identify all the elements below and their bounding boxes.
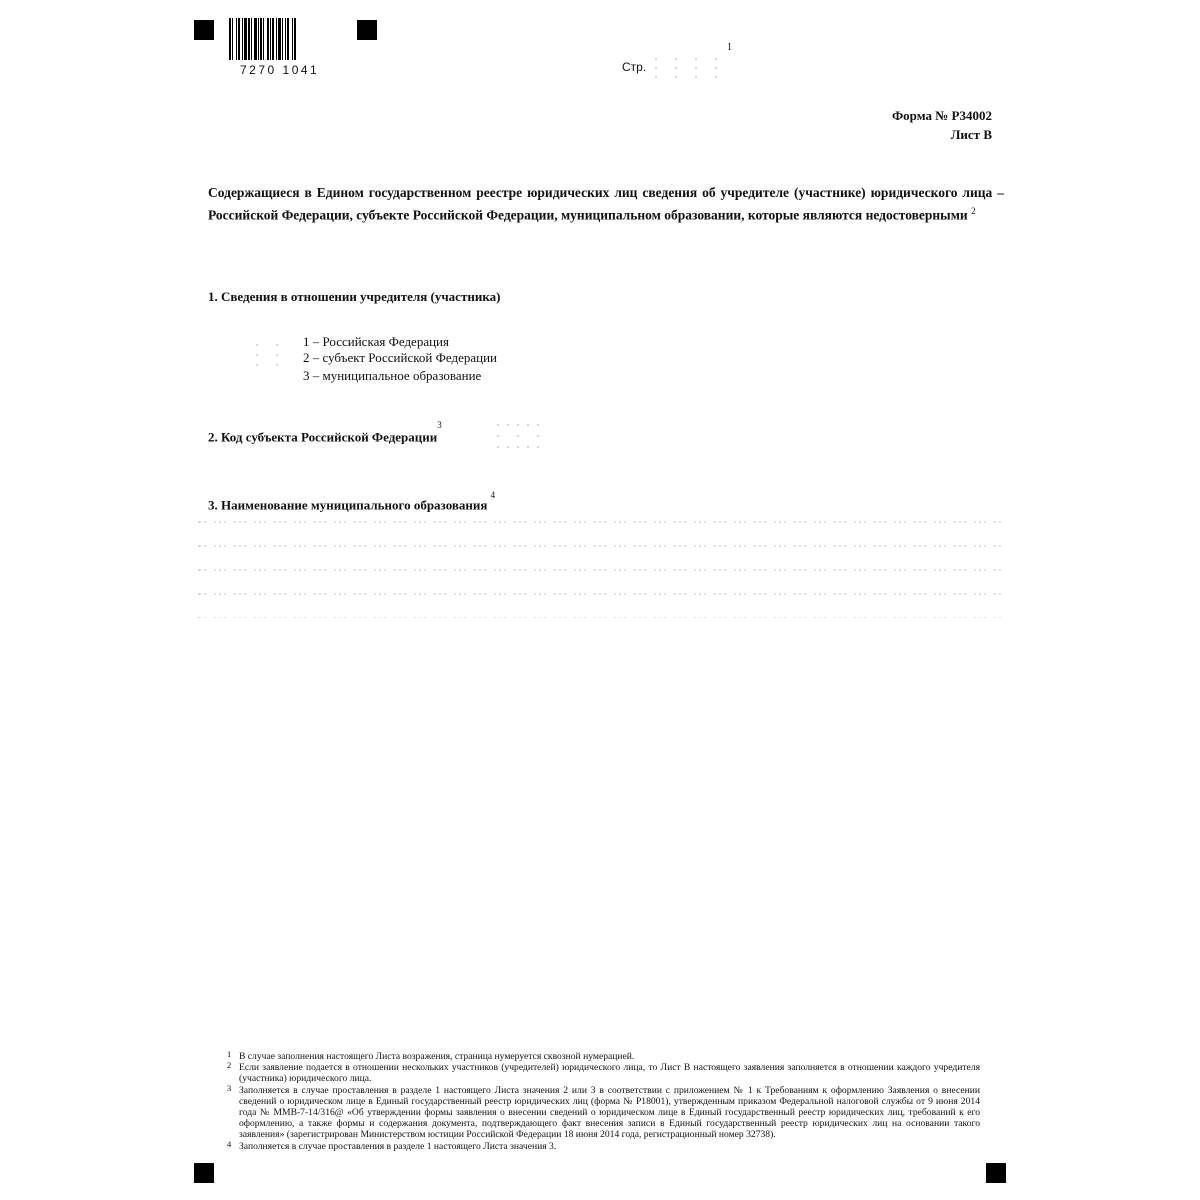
alignment-marker-bottom-right xyxy=(986,1163,1006,1183)
founder-type-option-2: 2 – субъект Российской Федерации xyxy=(303,350,497,365)
footnote-item xyxy=(227,1051,980,1062)
section-3-heading-text: 3. Наименование муниципального образования xyxy=(208,497,488,513)
page-footnote-ref: 1 xyxy=(727,42,732,53)
page-number-cells[interactable] xyxy=(655,58,717,78)
section-3-footnote-ref: 4 xyxy=(490,490,496,500)
title-footnote-ref: 2 xyxy=(971,206,976,216)
footnote-number: 2 xyxy=(227,1060,232,1071)
alignment-marker-top-right xyxy=(357,20,377,40)
barcode-number: 7270 1041 xyxy=(240,63,320,77)
founder-type-cell[interactable] xyxy=(256,344,278,366)
section-1-heading: 1. Сведения в отношении учредителя (участника) xyxy=(208,289,501,304)
sheet-label: Лист В xyxy=(950,127,992,142)
section-2-heading-text: 2. Код субъекта Российской Федерации xyxy=(208,429,438,445)
section-2-footnote-ref: 3 xyxy=(437,420,442,430)
footnote-text: В случае заполнения настоящего Листа возражения, страница нумеруется сквозной нумерацией. xyxy=(239,1051,635,1062)
region-code-cells[interactable] xyxy=(497,424,541,448)
founder-type-option-1: 1 – Российская Федерация xyxy=(303,334,449,349)
barcode-image xyxy=(229,18,341,60)
page-number-label: Стр. xyxy=(622,60,647,74)
footnote-number: 3 xyxy=(227,1082,232,1093)
footnote-text: Заполняется в случае проставления в разделе 1 настоящего Листа значения 3. xyxy=(239,1140,557,1152)
alignment-marker-top-left xyxy=(194,20,214,40)
footnote-text: Если заявление подается в отношении нескольких участников (учредителей) юридического лица, то Лист В настоящего заявления заполняется в отношении каждого учредителя (участника) юридического лица. xyxy=(239,1062,980,1085)
footnote-item xyxy=(227,1138,980,1152)
footnotes xyxy=(227,1051,980,1152)
footnote-item xyxy=(227,1082,980,1141)
sheet-title xyxy=(208,184,1004,225)
footnote-number: 4 xyxy=(227,1138,232,1149)
footnote-number: 1 xyxy=(227,1049,232,1059)
alignment-marker-bottom-left xyxy=(194,1163,214,1183)
section-3-heading xyxy=(208,490,496,513)
footnote-item xyxy=(227,1062,980,1084)
founder-type-option-3: 3 – муниципальное образование xyxy=(303,368,482,383)
footnote-text: Заполняется в случае проставления в разделе 1 настоящего Листа значения 2 или 3 в соответствии с приложением № 1 к Требованиям к оформлению Заявления о внесении сведений о юридическом лице в Единый государственный реестр юридических лиц (форма № Р18001), утвержденным приказом Федеральной налоговой службы от 9 июня 2014 года № ММВ-7-14/316@ «Об утверждении формы заявления о внесении сведений о юридическом лице в Единый государственный реестр юридических лиц, требований к его оформлению, а также формы и содержания документа, подтверждающего факт внесения записи в Единый государственный реестр юридических лиц на основании такого заявления» (зарегистрирован Министерством юстиции Российской Федерации 18 июня 2014 года, регистрационный номер 32738). xyxy=(239,1084,980,1141)
municipality-name-cells[interactable] xyxy=(198,520,1004,618)
form-number: Форма № Р34002 xyxy=(892,108,992,123)
section-2-heading xyxy=(208,420,442,445)
sheet-title-text: Содержащиеся в Едином государственном реестре юридических лиц сведения об учредителе (участнике) юридического лица – Российской Федерации, субъекте Российской Федерации, муниципальном образовании, которые являются недостоверными xyxy=(208,185,1004,223)
